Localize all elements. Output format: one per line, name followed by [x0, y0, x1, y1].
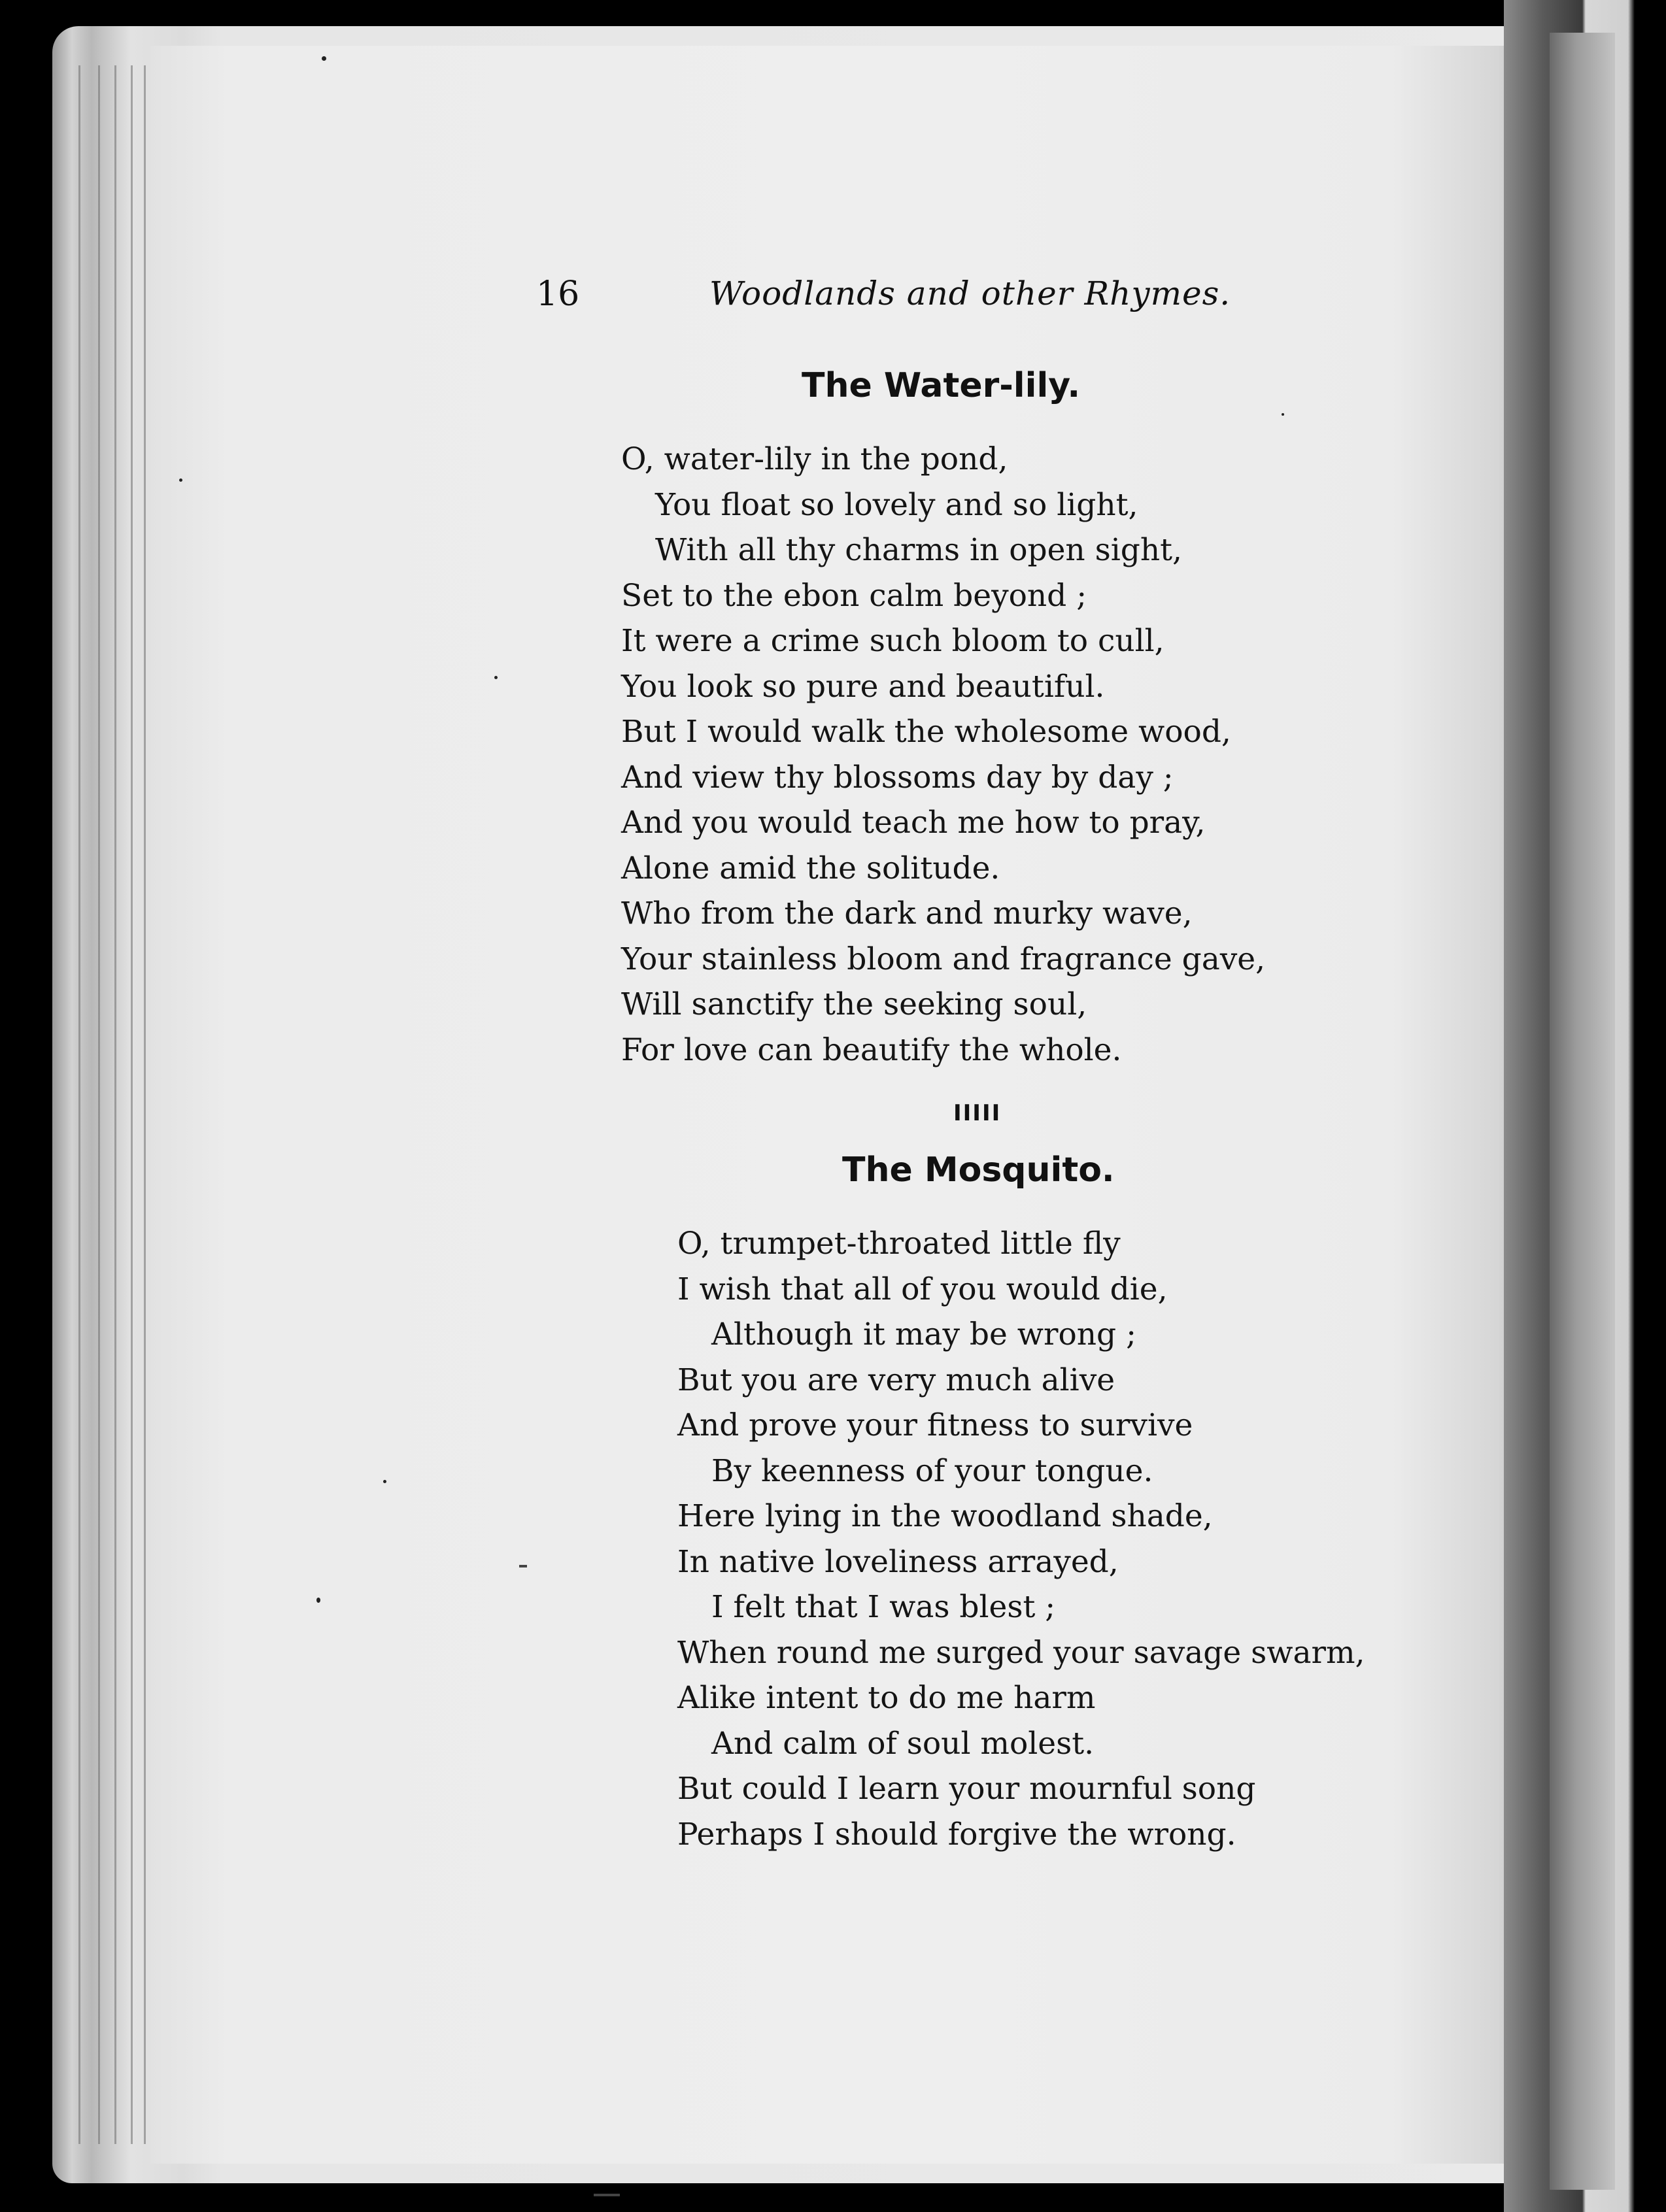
- poem-line: You float so lovely and so light,: [655, 486, 1138, 523]
- page-edge-line: [131, 65, 133, 2144]
- page-edge-line: [114, 65, 116, 2144]
- page-edge-line: [98, 65, 100, 2144]
- poem-line: Who from the dark and murky wave,: [621, 896, 1193, 931]
- page-edge-line: [144, 65, 146, 2144]
- poem-line: I wish that all of you would die,: [677, 1271, 1168, 1307]
- scan-speck: [316, 1598, 320, 1603]
- scan-speck: [594, 2194, 620, 2196]
- poem-line: And you would teach me how to pray,: [621, 805, 1206, 841]
- poem-line: By keenness of your tongue.: [711, 1452, 1153, 1489]
- poem-line: Alike intent to do me harm: [677, 1680, 1096, 1716]
- book-title: Woodlands and other Rhymes.: [709, 275, 1231, 312]
- poem-title-mosquito: The Mosquito.: [842, 1150, 1115, 1190]
- next-page-edge: [1550, 33, 1615, 2190]
- poem-line: Although it may be wrong ;: [711, 1316, 1136, 1352]
- poem-line: But could I learn your mournful song: [677, 1771, 1256, 1807]
- poem-title-water-lily: The Water-lily.: [802, 366, 1081, 405]
- scan-speck: [322, 56, 326, 61]
- poem-line: Here lying in the woodland shade,: [677, 1498, 1213, 1534]
- poem-line: But you are very much alive: [677, 1362, 1115, 1398]
- poem-line: Will sanctify the seeking soul,: [621, 986, 1087, 1022]
- scan-speck: [519, 1565, 527, 1567]
- poem-line: Your stainless bloom and fragrance gave,: [621, 941, 1266, 977]
- poem-line: Perhaps I should forgive the wrong.: [677, 1816, 1236, 1852]
- page-number: 16: [536, 275, 580, 314]
- poem-line: With all thy charms in open sight,: [655, 532, 1182, 568]
- section-separator: IIIII: [953, 1100, 1002, 1126]
- poem-line: I felt that I was blest ;: [711, 1589, 1056, 1625]
- poem-line: And prove your fitness to survive: [677, 1407, 1193, 1443]
- poem-line: And calm of soul molest.: [711, 1725, 1095, 1762]
- poem-line: It were a crime such bloom to cull,: [621, 623, 1164, 659]
- poem-line: When round me surged your savage swarm,: [677, 1634, 1365, 1671]
- poem-line: Set to the ebon calm beyond ;: [621, 577, 1087, 614]
- scan-speck: [494, 676, 498, 679]
- poem-line: O, trumpet-throated little fly: [677, 1226, 1121, 1262]
- poem-water-lily: [621, 437, 1265, 1073]
- poem-line: But I would walk the wholesome wood,: [621, 714, 1231, 750]
- poem-line: Alone amid the solitude.: [621, 850, 1000, 886]
- poem-mosquito: [677, 1221, 1365, 1857]
- scan-speck: [1282, 413, 1284, 416]
- page-edge-line: [78, 65, 80, 2144]
- poem-line: O, water-lily in the pond,: [621, 441, 1008, 477]
- scan-speck: [179, 478, 182, 482]
- running-head: [536, 275, 1255, 320]
- poem-line: In native loveliness arrayed,: [677, 1543, 1119, 1580]
- poem-line: You look so pure and beautiful.: [621, 668, 1105, 705]
- scan-speck: [383, 1480, 386, 1483]
- poem-line: And view thy blossoms day by day ;: [621, 759, 1174, 796]
- poem-line: For love can beautify the whole.: [621, 1031, 1122, 1068]
